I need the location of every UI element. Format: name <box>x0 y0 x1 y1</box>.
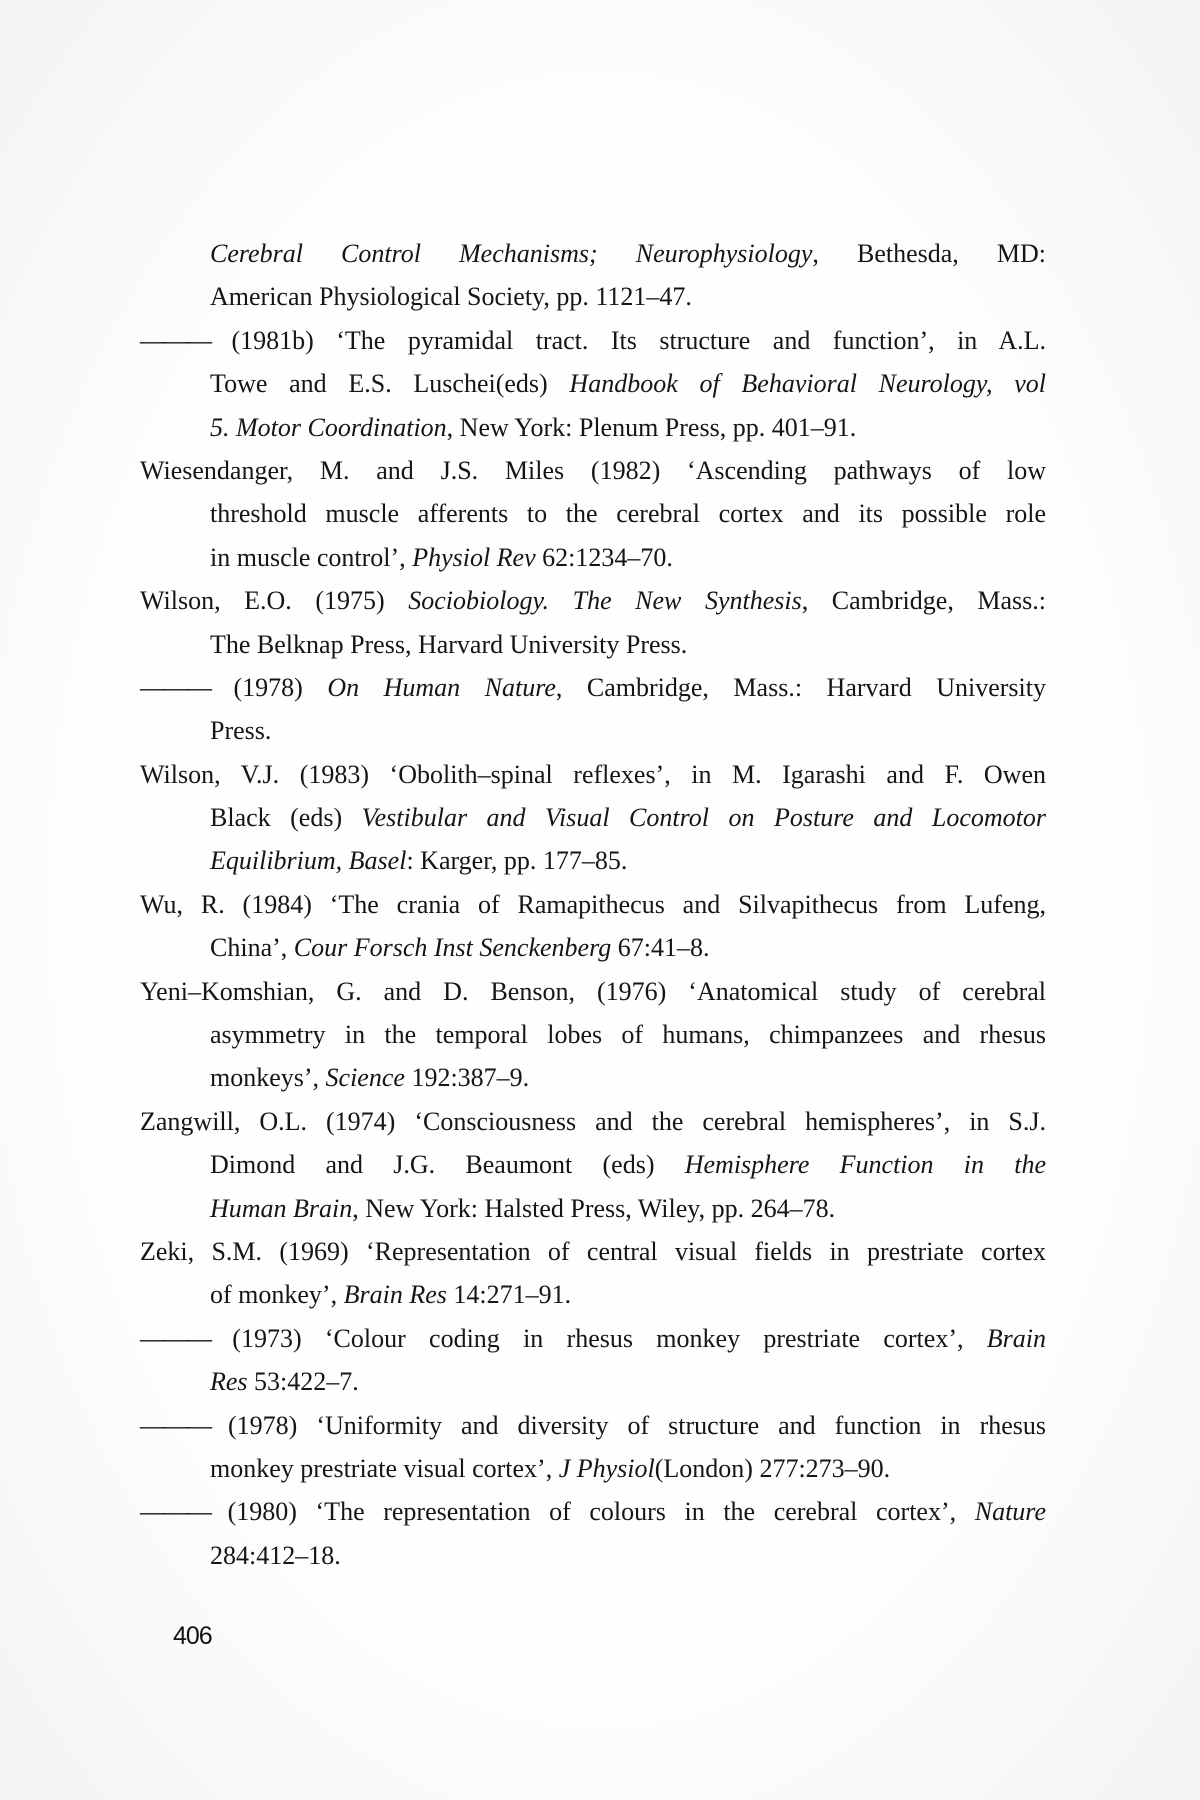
reference-line <box>140 753 1046 796</box>
reference-text: in muscle control’, <box>210 542 413 572</box>
reference-text: (1980) ‘The representation of colours in the cerebral cortex’, <box>209 1497 975 1527</box>
reference-line <box>210 1360 1046 1403</box>
reference-list <box>140 232 1046 1577</box>
italic-title: Hemisphere Function in the <box>684 1150 1046 1180</box>
reference-line <box>210 275 1046 318</box>
reference-line <box>140 970 1046 1013</box>
reference-entry <box>140 1230 1046 1317</box>
reference-text: Zangwill, O.L. (1974) ‘Consciousness and the cerebral hemispheres’, in S.J. <box>140 1106 1046 1136</box>
reference-line <box>210 623 1046 666</box>
italic-title: Nature <box>974 1497 1046 1527</box>
reference-entry <box>140 232 1046 319</box>
italic-title: Res <box>210 1367 248 1397</box>
italic-title: 5. Motor Coordination <box>210 412 447 442</box>
reference-text: Wilson, V.J. (1983) ‘Obolith–spinal reflexes’, in M. Igarashi and F. Owen <box>140 759 1046 789</box>
reference-text: The Belknap Press, Harvard University Press. <box>210 629 688 659</box>
reference-text: : Karger, pp. 177–85. <box>406 846 628 876</box>
reference-text: (1981b) ‘The pyramidal tract. Its structure and function’, in A.L. <box>209 325 1046 355</box>
reference-entry <box>140 1100 1046 1230</box>
reference-entry <box>140 1490 1046 1577</box>
reference-entry <box>140 753 1046 883</box>
reference-text: , Cambridge, Mass.: <box>801 586 1047 616</box>
reference-text: , Cambridge, Mass.: Harvard University <box>555 672 1046 702</box>
reference-entry <box>140 1317 1046 1404</box>
reference-text: (1978) ‘Uniformity and diversity of structure and function in rhesus <box>209 1410 1046 1440</box>
reference-text: threshold muscle afferents to the cerebral cortex and its possible role <box>210 499 1046 529</box>
italic-title: On Human Nature <box>327 672 556 702</box>
reference-text: , New York: Plenum Press, pp. 401–91. <box>446 412 857 442</box>
reference-line <box>210 362 1046 405</box>
ditto-dash: ——— <box>140 672 209 702</box>
reference-line <box>140 449 1046 492</box>
reference-text: 67:41–8. <box>611 933 710 963</box>
reference-line <box>210 406 1046 449</box>
reference-entry <box>140 970 1046 1100</box>
reference-text: , New York: Halsted Press, Wiley, pp. 264–78. <box>352 1193 836 1223</box>
reference-line <box>210 1273 1046 1316</box>
reference-text: of monkey’, <box>210 1280 344 1310</box>
italic-title: Handbook of Behavioral Neurology, vol <box>569 369 1046 399</box>
reference-text: (1973) ‘Colour coding in rhesus monkey prestriate cortex’, <box>209 1323 987 1353</box>
reference-line <box>210 1187 1046 1230</box>
reference-text: Black (eds) <box>210 803 362 833</box>
reference-text: (1978) <box>209 672 328 702</box>
reference-line <box>140 1490 1046 1533</box>
reference-text: 62:1234–70. <box>535 542 673 572</box>
reference-line <box>140 1317 1046 1360</box>
italic-title: Cerebral Control Mechanisms; Neurophysiology <box>210 239 813 268</box>
italic-title: Physiol Rev <box>412 542 536 572</box>
reference-line <box>210 1013 1046 1056</box>
reference-text: Towe and E.S. Luschei(eds) <box>210 369 570 399</box>
page-number: 406 <box>173 1622 212 1650</box>
italic-title: Human Brain <box>210 1193 353 1223</box>
ditto-dash: ——— <box>140 325 209 355</box>
reference-line <box>210 536 1046 579</box>
ditto-dash: ——— <box>140 1410 209 1440</box>
reference-text: 284:412–18. <box>210 1540 341 1570</box>
italic-title: Brain <box>986 1323 1046 1353</box>
reference-entry <box>140 319 1046 449</box>
reference-text: Yeni–Komshian, G. and D. Benson, (1976) ‘Anatomical study of cerebral <box>140 976 1046 1006</box>
reference-line <box>210 839 1046 882</box>
reference-text: Press. <box>210 716 272 746</box>
reference-text: , Bethesda, MD: <box>812 239 1046 268</box>
reference-line <box>140 579 1046 622</box>
reference-line <box>210 796 1046 839</box>
reference-line <box>210 1056 1046 1099</box>
reference-text: Wiesendanger, M. and J.S. Miles (1982) ‘Ascending pathways of low <box>140 455 1046 485</box>
reference-text: Wilson, E.O. (1975) <box>140 586 409 616</box>
reference-line <box>140 883 1046 926</box>
reference-entry <box>140 1404 1046 1491</box>
reference-entry <box>140 883 1046 970</box>
reference-entry <box>140 449 1046 579</box>
reference-line <box>210 492 1046 535</box>
reference-text: Dimond and J.G. Beaumont (eds) <box>210 1150 685 1180</box>
reference-line <box>210 1447 1046 1490</box>
italic-title: Vestibular and Visual Control on Posture and Locomotor <box>361 803 1046 833</box>
reference-entry <box>140 579 1046 666</box>
reference-line <box>210 1143 1046 1186</box>
italic-title: J Physiol <box>558 1453 655 1483</box>
reference-entry <box>140 666 1046 753</box>
italic-title: Equilibrium, Basel <box>210 846 407 876</box>
reference-line <box>140 666 1046 709</box>
reference-line <box>210 709 1046 752</box>
reference-text: 53:422–7. <box>247 1367 359 1397</box>
reference-line <box>140 1230 1046 1273</box>
reference-line <box>140 319 1046 362</box>
reference-text: 192:387–9. <box>404 1063 530 1093</box>
reference-text: American Physiological Society, pp. 1121–47. <box>210 282 692 312</box>
ditto-dash: ——— <box>140 1323 209 1353</box>
reference-text: monkey prestriate visual cortex’, <box>210 1453 559 1483</box>
italic-title: Brain Res <box>343 1280 447 1310</box>
reference-text: monkeys’, <box>210 1063 326 1093</box>
ditto-dash: ——— <box>140 1497 209 1527</box>
reference-text: Zeki, S.M. (1969) ‘Representation of central visual fields in prestriate cortex <box>140 1236 1046 1266</box>
italic-title: Science <box>325 1063 405 1093</box>
reference-line <box>140 1100 1046 1143</box>
reference-line <box>210 926 1046 969</box>
reference-line <box>210 1534 1046 1577</box>
italic-title: Cour Forsch Inst Senckenberg <box>293 933 612 963</box>
reference-line <box>140 1404 1046 1447</box>
reference-text: asymmetry in the temporal lobes of humans, chimpanzees and rhesus <box>210 1020 1046 1050</box>
italic-title: Sociobiology. The New Synthesis <box>408 586 802 616</box>
reference-line <box>210 232 1046 275</box>
reference-text: China’, <box>210 933 294 963</box>
reference-text: (London) 277:273–90. <box>654 1453 891 1483</box>
reference-text: 14:271–91. <box>446 1280 572 1310</box>
reference-text: Wu, R. (1984) ‘The crania of Ramapithecus and Silvapithecus from Lufeng, <box>140 889 1046 919</box>
